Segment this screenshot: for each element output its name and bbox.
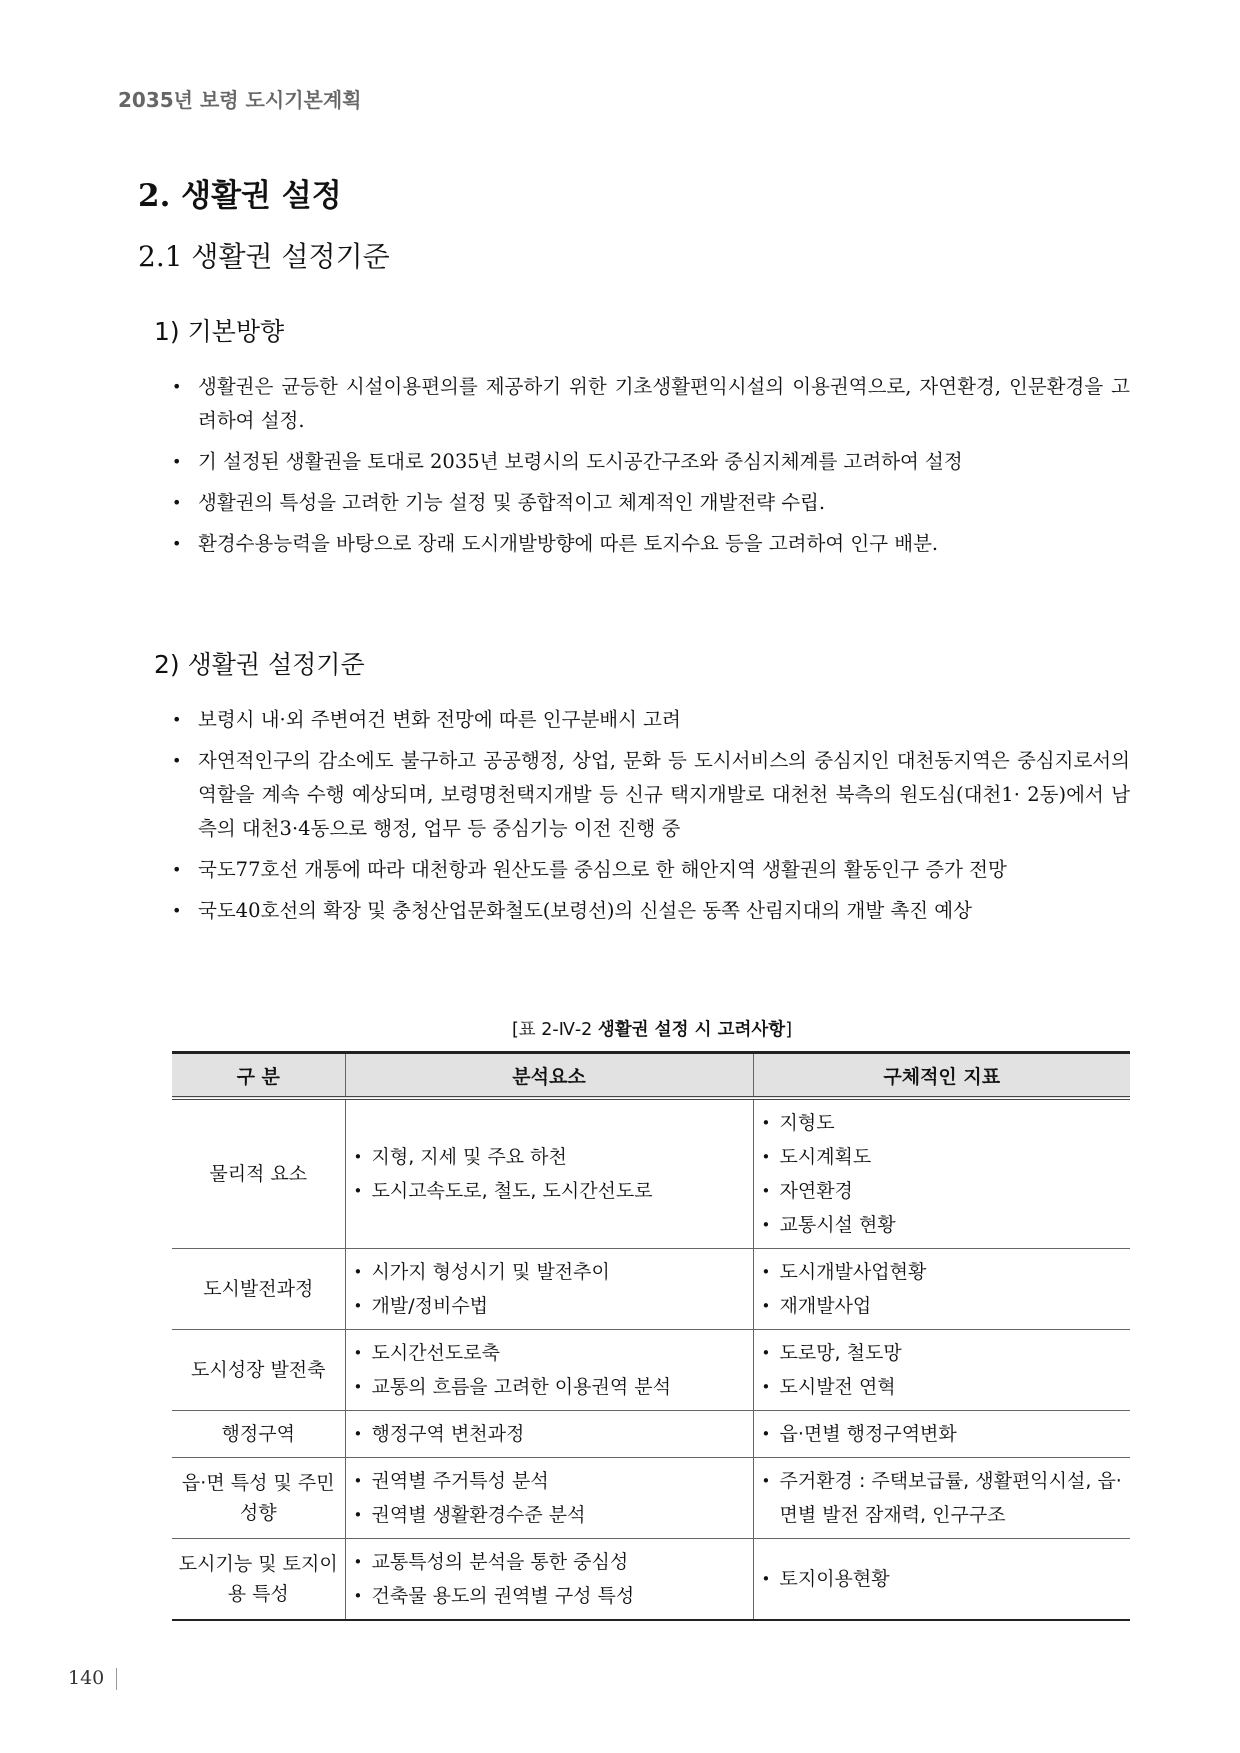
table-row — [172, 1249, 1130, 1330]
bullet-item: • 생활권은 균등한 시설이용편의를 제공하기 위한 기초생활편익시설의 이용권역으로, 자연환경, 인문환경을 고려하여 설정. — [170, 370, 1130, 438]
bullet-item: • 생활권의 특성을 고려한 기능 설정 및 종합적이고 체계적인 개발전략 수립. — [170, 486, 1130, 520]
part1-heading: 1) 기본방향 — [154, 317, 285, 346]
table-row — [172, 1458, 1130, 1539]
row-category: 도시발전과정 — [172, 1249, 345, 1330]
row-indicators — [753, 1330, 1130, 1411]
table-caption — [172, 1016, 1132, 1041]
list-item: • 도시고속도로, 철도, 도시간선도로 — [352, 1174, 747, 1208]
list-item: • 재개발사업 — [760, 1289, 1125, 1323]
page-number-divider — [116, 1668, 117, 1690]
table-row — [172, 1411, 1130, 1458]
row-indicators — [753, 1539, 1130, 1621]
part2-bullet-list — [170, 703, 1130, 935]
list-item: • 권역별 주거특성 분석 — [352, 1464, 747, 1498]
row-elements — [345, 1249, 753, 1330]
list-item: • 읍·면별 행정구역변화 — [760, 1417, 1125, 1451]
bullet-item: • 국도77호선 개통에 따라 대천항과 원산도를 중심으로 한 해안지역 생활권의 활동인구 증가 전망 — [170, 853, 1130, 887]
page-number: 140 — [68, 1667, 105, 1689]
row-elements — [345, 1539, 753, 1621]
row-elements — [345, 1411, 753, 1458]
list-item: • 자연환경 — [760, 1174, 1125, 1208]
list-item: • 도시개발사업현황 — [760, 1255, 1125, 1289]
row-category: 도시성장 발전축 — [172, 1330, 345, 1411]
row-elements — [345, 1330, 753, 1411]
bullet-item: • 국도40호선의 확장 및 충청산업문화철도(보령선)의 신설은 동쪽 산림지대의 개발 촉진 예상 — [170, 894, 1130, 928]
list-item: • 도시간선도로축 — [352, 1336, 747, 1370]
row-category: 도시기능 및 토지이용 특성 — [172, 1539, 345, 1621]
row-category: 행정구역 — [172, 1411, 345, 1458]
row-elements — [345, 1458, 753, 1539]
considerations-table — [172, 1051, 1130, 1621]
list-item: • 건축물 용도의 권역별 구성 특성 — [352, 1579, 747, 1613]
row-indicators — [753, 1458, 1130, 1539]
table-header-row — [172, 1053, 1130, 1099]
list-item: • 권역별 생활환경수준 분석 — [352, 1498, 747, 1532]
caption-prefix: [표 2-Ⅳ-2 — [511, 1020, 598, 1040]
bullet-item: • 기 설정된 생활권을 토대로 2035년 보령시의 도시공간구조와 중심지체계를 고려하여 설정 — [170, 445, 1130, 479]
table-row — [172, 1098, 1130, 1249]
list-item: • 도로망, 철도망 — [760, 1336, 1125, 1370]
row-indicators — [753, 1411, 1130, 1458]
list-item: • 지형도 — [760, 1106, 1125, 1140]
row-category: 물리적 요소 — [172, 1098, 345, 1249]
list-item: • 토지이용현황 — [760, 1562, 1125, 1596]
table-row — [172, 1539, 1130, 1621]
row-elements — [345, 1098, 753, 1249]
list-item: • 교통시설 현황 — [760, 1208, 1125, 1242]
header-elements: 분석요소 — [345, 1053, 753, 1099]
bullet-item: • 자연적인구의 감소에도 불구하고 공공행정, 상업, 문화 등 도시서비스의 중심지인 대천동지역은 중심지로서의 역할을 계속 수행 예상되며, 보령명천택지개발 등 신규 택지개발로 대천천 북측의 원도심(대천1· 2동)에서 남측의 대천3·4동으로 행정, 업무 등 중심기능 이전 진행 중 — [170, 744, 1130, 846]
row-indicators — [753, 1249, 1130, 1330]
list-item: • 시가지 형성시기 및 발전추이 — [352, 1255, 747, 1289]
bullet-item: • 환경수용능력을 바탕으로 장래 도시개발방향에 따른 토지수요 등을 고려하여 인구 배분. — [170, 527, 1130, 561]
running-head: 2035년 보령 도시기본계획 — [118, 88, 362, 112]
table-row — [172, 1330, 1130, 1411]
subsection-title: 2.1 생활권 설정기준 — [138, 240, 390, 273]
list-item: • 지형, 지세 및 주요 하천 — [352, 1140, 747, 1174]
caption-title: 생활권 설정 시 고려사항 — [597, 1020, 786, 1040]
list-item: • 도시계획도 — [760, 1140, 1125, 1174]
part1-bullet-list — [170, 370, 1130, 568]
section-title: 2. 생활권 설정 — [138, 178, 342, 214]
list-item: • 도시발전 연혁 — [760, 1370, 1125, 1404]
bullet-item: • 보령시 내·외 주변여건 변화 전망에 따른 인구분배시 고려 — [170, 703, 1130, 737]
list-item: • 주거환경 : 주택보급률, 생활편익시설, 읍·면별 발전 잠재력, 인구구조 — [760, 1464, 1125, 1532]
list-item: • 행정구역 변천과정 — [352, 1417, 747, 1451]
row-indicators — [753, 1098, 1130, 1249]
header-indicators: 구체적인 지표 — [753, 1053, 1130, 1099]
list-item: • 교통특성의 분석을 통한 중심성 — [352, 1545, 747, 1579]
list-item: • 개발/정비수법 — [352, 1289, 747, 1323]
list-item: • 교통의 흐름을 고려한 이용권역 분석 — [352, 1370, 747, 1404]
part2-heading: 2) 생활권 설정기준 — [154, 650, 365, 679]
caption-suffix: ] — [785, 1020, 793, 1040]
row-category: 읍·면 특성 및 주민성향 — [172, 1458, 345, 1539]
header-category: 구 분 — [172, 1053, 345, 1099]
